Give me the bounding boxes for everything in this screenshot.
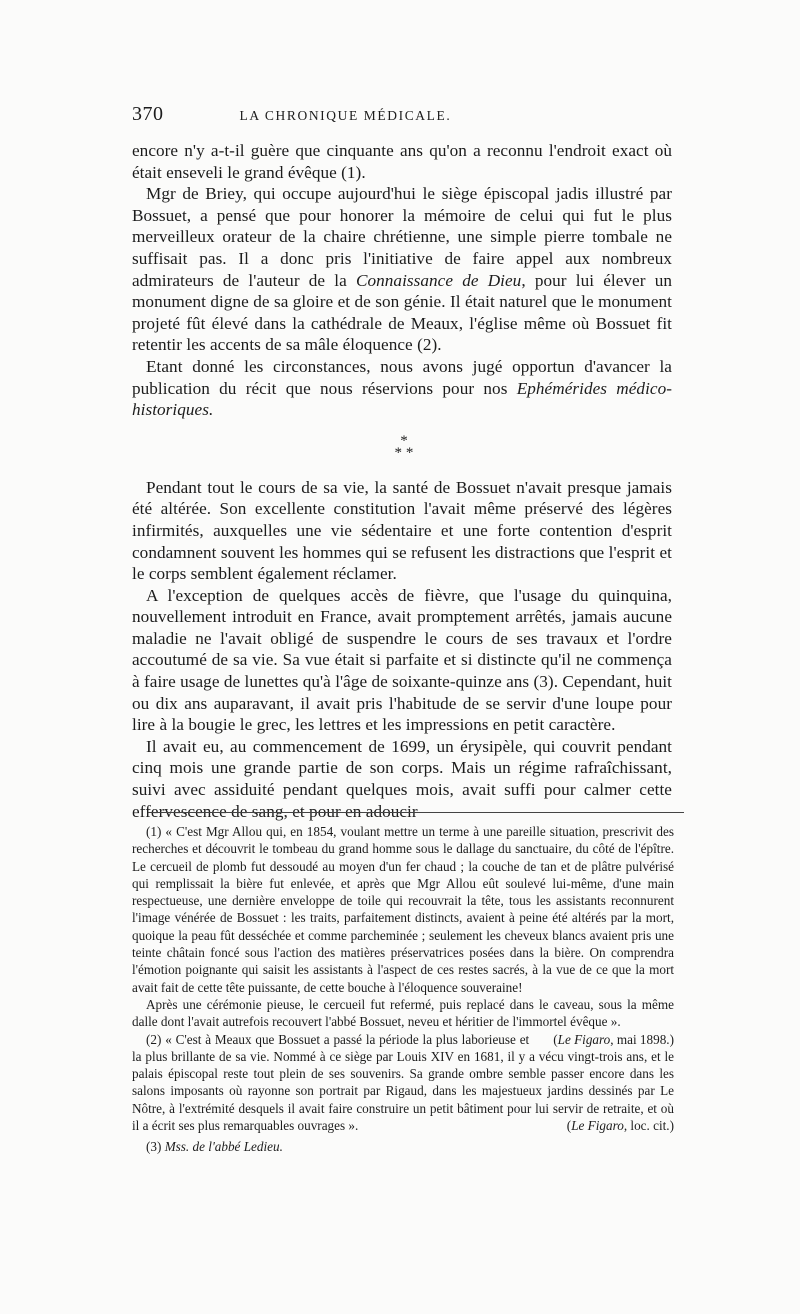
footnote-source: (Le Figaro, loc. cit.) xyxy=(566,1118,674,1134)
page-number: 370 xyxy=(132,103,164,125)
footnote-1-continued xyxy=(132,996,674,1047)
paragraph-erysipelas: Il avait eu, au commencement de 1699, un érysipèle, qui couvrit pendant cinq mois une grande partie de son corps. Mais un régime rafraîchissant, suivi avec assiduité pendant quelques mois, avait suffi pour calmer cette effervescence de sang, et pour en adoucir xyxy=(132,736,672,821)
paragraph-text: , pour lui élever un monument digne de sa gloire et de son génie. Il était naturel que le monument projeté fût élevé dans la cathédrale de Meaux, l'église même où Bossuet fit retentir les accents de sa mâle éloquence (2). xyxy=(132,270,672,355)
source-title: Le Figaro xyxy=(571,1118,624,1134)
footnote-3 xyxy=(132,1138,674,1155)
paragraph-ephemerides xyxy=(132,356,672,421)
footnote-number: (3) xyxy=(146,1139,165,1155)
paragraph-health: Pendant tout le cours de sa vie, la santé de Bossuet n'avait presque jamais été altérée. Son excellente constitution l'avait même préservé des légères infirmités, auxquelles une vie sédentaire et une forte contention d'esprit condamnent souvent les hommes qui se refusent les distractions que l'esprit et le corps semblent également réclamer. xyxy=(132,477,672,584)
source-detail: , loc. cit.) xyxy=(623,1118,674,1134)
source-title: Le Figaro xyxy=(557,1031,611,1047)
main-text xyxy=(132,140,672,822)
footnote-text: (2) « C'est à Meaux que Bossuet a passé la période la plus laborieuse et la plus brillante de sa vie. Nommé à ce siège par Louis XIV en 1681, il y a vécu vingt-trois ans, et le palais épiscopal reste tout plein de ses souvenirs. Sa grande ombre semble passer encore dans les salons imposants où rayonne son portrait par Rigaud, dans les majestueux jardins dessinés par Le Nôtre, à l'extrémité desquels il avait faire construire un petit bâtiment pour lui servir de retraite, et où il a écrit ses plus remarquables ouvrages ». xyxy=(132,1031,674,1134)
page-header xyxy=(132,103,672,126)
series-title: Ephémérides médico-historiques. xyxy=(132,378,672,420)
footnote-source: (Le Figaro, mai 1898.) xyxy=(553,1031,674,1047)
footnote-1: (1) « C'est Mgr Allou qui, en 1854, voulant mettre un terme à une pareille situation, prescrivit des recherches et découvrit le tombeau du grand homme sous le dallage du sanctuaire, du côté de l'épître. Le cercueil de plomb fut dessoudé au moyen d'un fer chaud ; la couche de tan et de plâtre pulvérisé qui remplissait la bière fut enlevée, et après que Mgr Allou eût soulevé lui-même, d'une main respectueuse, une dernière enveloppe de toile qui recouvrait la tête, tous les assistants reconnurent l'image vénérée de Bossuet : les traits, parfaitement distincts, avaient à peine été altérés par la mort, quoique la peau fût desséchée et comme parcheminée ; seulement les cheveux blancs avaient pris une teinte châtain foncé sous l'action des matières préservatrices posées dans la bière. On comprendra l'émotion poignante qui saisit les assistants à l'aspect de ces restes sacrés, à la vue de ce que la mort avait fait de cette tête puissante, de cette bouche à l'éloquence souveraine! xyxy=(132,824,674,995)
book-title: Connaissance de Dieu xyxy=(355,270,522,290)
running-title: LA CHRONIQUE MÉDICALE. xyxy=(239,108,452,123)
footnote-text: Après une cérémonie pieuse, le cercueil fut refermé, puis replacé dans le caveau, sous la même dalle dont l'avait autrefois recouvert l'abbé Bossuet, neveu et héritier de l'immortel évêque ». xyxy=(132,996,674,1030)
asterism-bottom: * * xyxy=(394,444,414,461)
asterism-top: * xyxy=(400,432,408,449)
paragraph-text: Etant donné les circonstances, nous avons jugé opportun d'avancer la publication du récit que nous réservions pour nos xyxy=(132,356,672,398)
footnotes xyxy=(132,823,674,1156)
paragraph-fever: A l'exception de quelques accès de fièvre, que l'usage du quinquina, nouvellement introduit en France, avait promptement arrêtés, jamais aucune maladie ne l'avait obligé de suspendre le cours de ses travaux et l'ordre accoutumé de sa vie. Sa vue était si parfaite et si distincte qu'il ne commença à faire usage de lunettes qu'à l'âge de soixante-quinze ans (3). Cependant, huit ou dix ans auparavant, il avait pris l'habitude de se servir d'une loupe pour lire à la bougie le grec, les lettres et les impressions en petit caractère. xyxy=(132,585,672,735)
manuscript-reference: Mss. de l'abbé Ledieu. xyxy=(164,1139,283,1155)
paragraph-monument xyxy=(132,183,672,356)
footnote-rule xyxy=(148,812,684,813)
paragraph-text: Mgr de Briey, qui occupe aujourd'hui le siège épiscopal jadis illustré par Bossuet, a pensé que pour honorer la mémoire de celui qui fut le plus merveilleux orateur de la chaire chrétienne, une simple pierre tombale ne suffisait pas. Il a donc pris l'initiative de faire appel aux nombreux admirateurs de l'auteur de la xyxy=(132,184,672,290)
paragraph-continued: encore n'y a-t-il guère que cinquante ans qu'on a reconnu l'endroit exact où était enseveli le grand évêque (1). xyxy=(132,141,672,182)
source-detail: , mai 1898.) xyxy=(610,1031,674,1047)
asterism-divider xyxy=(132,432,672,461)
